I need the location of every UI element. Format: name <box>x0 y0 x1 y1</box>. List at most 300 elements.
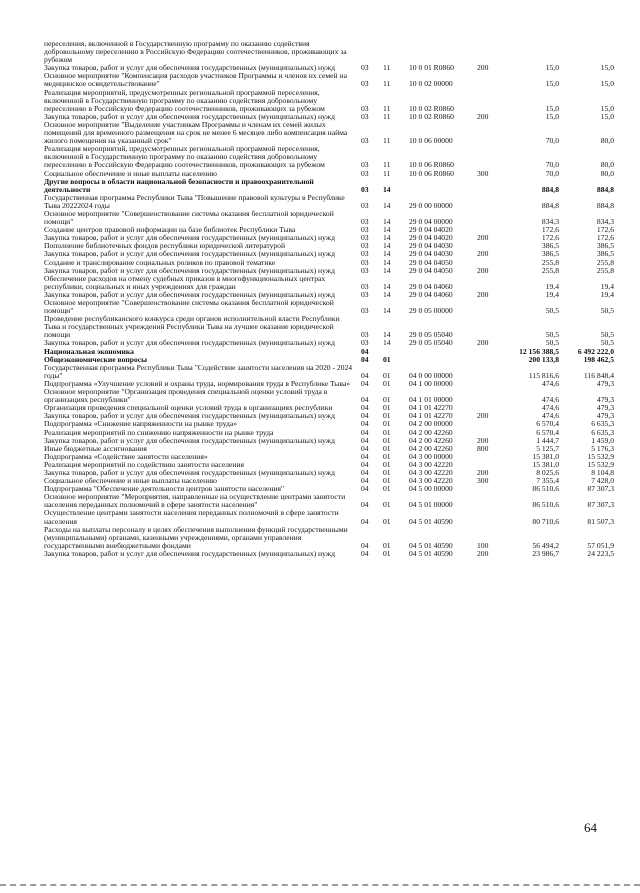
row-amount-second-year: 386,5 <box>596 249 614 259</box>
row-amount-second-year <box>561 40 616 64</box>
row-subsection-code: 01 <box>383 427 391 437</box>
row-subsection-code: 14 <box>383 225 391 235</box>
row-name: переселения, включенной в Государственную программу по оказанию содействия добровольному переселению в Российскую Федерацию соотечественников, проживающих за рубежом <box>44 39 347 65</box>
row-target-article-code: 29 0 04 04060 <box>409 289 453 299</box>
row-expense-type-code <box>475 40 506 64</box>
row-section-code: 04 <box>361 467 369 477</box>
row-amount-first-year: 474,6 <box>541 411 559 421</box>
row-amount-second-year: 6 492 222,0 <box>577 346 614 356</box>
row-amount-first-year: 80 710,6 <box>532 516 559 526</box>
row-section-code: 04 <box>361 354 369 364</box>
row-subsection-code: 11 <box>383 103 391 113</box>
row-expense-type-code <box>475 89 506 113</box>
row-expense-type-code: 200 <box>477 289 489 299</box>
row-amount-first-year: 56 494,2 <box>532 540 559 550</box>
row-expense-type-code: 800 <box>477 443 489 453</box>
row-target-article-code <box>407 356 475 364</box>
table-row <box>44 145 616 169</box>
row-subsection-code: 11 <box>383 160 391 170</box>
row-subsection-code: 14 <box>383 265 391 275</box>
row-section-code: 04 <box>361 484 369 494</box>
row-name: Организация проведения специальной оценки условий труда в организациях республики <box>44 403 333 413</box>
row-section-code: 04 <box>361 459 369 469</box>
table-row <box>44 275 616 291</box>
row-target-article-code: 04 2 00 00000 <box>409 419 453 429</box>
row-subsection-code: 14 <box>383 184 391 194</box>
row-amount-second-year: 6 635,3 <box>591 419 614 429</box>
row-amount-second-year: 172,6 <box>596 233 614 243</box>
row-section-code: 04 <box>361 370 369 380</box>
row-expense-type-code: 100 <box>477 540 489 550</box>
row-name: Закупка товаров, работ и услуг для обеспечения государственных (муниципальных) нужд <box>44 111 335 121</box>
row-amount-second-year: 6 635,3 <box>591 427 614 437</box>
row-subsection-code: 14 <box>383 217 391 227</box>
row-name: Реализация мероприятий, предусмотренных региональной программой переселения, включенной в Государственную программу по оказанию содействия добровольному переселению в Российскую Федерацию соотечественников, проживающих за рубежом <box>44 87 325 113</box>
row-amount-second-year: 80,0 <box>600 168 614 178</box>
row-target-article-code: 04 5 01 40590 <box>409 548 453 558</box>
row-subsection-code: 01 <box>383 419 391 429</box>
row-amount-first-year <box>506 40 561 64</box>
row-amount-second-year: 198 462,5 <box>583 354 614 364</box>
row-section-code: 03 <box>361 330 369 340</box>
row-subsection-code: 11 <box>383 136 391 146</box>
row-name: Закупка товаров, работ и услуг для обеспечения государственных (муниципальных) нужд <box>44 411 335 421</box>
row-subsection-code: 01 <box>383 411 391 421</box>
row-amount-first-year: 12 156 388,5 <box>519 346 559 356</box>
row-section-code: 03 <box>361 111 369 121</box>
row-amount-first-year: 8 025,6 <box>536 467 559 477</box>
row-section-code: 03 <box>361 168 369 178</box>
row-subsection-code: 14 <box>383 241 391 251</box>
row-target-article-code: 04 1 01 42270 <box>409 411 453 421</box>
row-target-article-code: 04 3 00 42220 <box>409 476 453 486</box>
row-amount-first-year: 200 133,8 <box>528 354 559 364</box>
row-amount-first-year: 6 570,4 <box>536 427 559 437</box>
row-name: Основное мероприятие "Выделение участникам Программы и членам их семей жилых помещений для временного размещения на срок не менее 6 месяцев либо компенсация найма жилого помещения на указанный срок" <box>44 119 348 146</box>
row-section-code: 04 <box>361 516 369 526</box>
row-expense-type-code <box>475 194 506 210</box>
row-name: Подпрограмма «Содействие занятости населения» <box>44 451 208 461</box>
row-target-article-code: 29 0 04 04060 <box>409 281 453 291</box>
row-section-code: 03 <box>361 281 369 291</box>
row-amount-second-year: 7 428,0 <box>591 476 614 486</box>
row-expense-type-code: 200 <box>477 411 489 421</box>
row-subsection-code: 14 <box>383 330 391 340</box>
row-target-article-code: 04 3 00 00000 <box>409 451 453 461</box>
row-expense-type-code: 200 <box>477 249 489 259</box>
row-amount-second-year: 479,3 <box>596 411 614 421</box>
row-target-article-code: 04 2 00 42260 <box>409 435 453 445</box>
row-name: Закупка товаров, работ и услуг для обеспечения государственных (муниципальных) нужд <box>44 63 335 73</box>
row-amount-first-year: 15 381,0 <box>532 451 559 461</box>
row-target-article-code: 04 5 00 00000 <box>409 484 453 494</box>
row-section-code: 03 <box>361 160 369 170</box>
row-amount-second-year: 1 459,0 <box>591 435 614 445</box>
row-section-code: 03 <box>361 136 369 146</box>
row-target-article-code: 29 0 00 00000 <box>409 200 453 210</box>
row-amount-second-year: 50,5 <box>600 306 614 316</box>
row-name: Закупка товаров, работ и услуг для обеспечения государственных (муниципальных) нужд <box>44 249 335 259</box>
row-name: Проведение республиканского конкурса среди органов исполнительной власти Республики Тыва и государственных учреждений Республики Тыва на лучшее оказание юридической помощи <box>44 314 340 340</box>
row-subsection-code <box>381 40 407 64</box>
row-subsection-code: 14 <box>383 306 391 316</box>
row-name: Подпрограмма «Улучшение условий и охраны труда, нормирования труда в Республике Тыва» <box>44 378 350 388</box>
row-target-article-code: 29 0 05 05040 <box>409 330 453 340</box>
row-expense-type-code <box>475 453 506 461</box>
row-section-code: 03 <box>361 63 369 73</box>
row-expense-type-code <box>475 485 506 493</box>
row-expense-type-code <box>475 493 506 509</box>
table-row <box>44 315 616 339</box>
row-amount-first-year: 70,0 <box>545 136 559 146</box>
row-name: Национальная экономика <box>44 346 134 356</box>
row-name: Реализация мероприятий, предусмотренных региональной программой переселения, включенной в Государственную программу по оказанию содействия добровольному переселению в Российскую Федерацию соотечественников, проживающих за рубежом <box>44 144 325 170</box>
row-section-code: 03 <box>361 249 369 259</box>
row-amount-second-year: 15,0 <box>600 103 614 113</box>
row-expense-type-code <box>475 364 506 380</box>
row-target-article-code: 10 0 06 00000 <box>409 136 453 146</box>
row-subsection-code: 01 <box>383 435 391 445</box>
row-expense-type-code <box>475 145 506 169</box>
table-row <box>44 509 616 525</box>
row-amount-second-year: 479,3 <box>596 378 614 388</box>
row-amount-first-year: 70,0 <box>545 168 559 178</box>
row-amount-first-year: 115 816,6 <box>528 370 559 380</box>
row-subsection-code: 11 <box>383 111 391 121</box>
row-expense-type-code <box>475 299 506 315</box>
row-section-code: 03 <box>361 265 369 275</box>
row-amount-first-year: 474,6 <box>541 403 559 413</box>
row-subsection-code: 14 <box>383 233 391 243</box>
row-subsection-code: 01 <box>383 484 391 494</box>
row-subsection-code: 14 <box>383 249 391 259</box>
row-name: Другие вопросы в области национальной безопасности и правоохранительной деятельности <box>44 176 314 194</box>
row-subsection-code: 01 <box>383 451 391 461</box>
row-target-article-code: 04 3 00 42220 <box>409 459 453 469</box>
row-amount-first-year: 19,4 <box>545 281 559 291</box>
row-target-article-code: 04 2 00 42260 <box>409 443 453 453</box>
row-section-code: 04 <box>361 346 369 356</box>
row-target-article-code: 04 1 00 00000 <box>409 378 453 388</box>
table-row <box>44 210 616 226</box>
table-row <box>44 550 616 558</box>
row-subsection-code: 01 <box>383 354 391 364</box>
row-subsection-code: 01 <box>383 459 391 469</box>
row-amount-second-year: 15,0 <box>600 111 614 121</box>
row-subsection-code: 11 <box>383 168 391 178</box>
row-amount-second-year: 8 104,8 <box>591 467 614 477</box>
row-expense-type-code <box>475 356 506 364</box>
row-section-code: 04 <box>361 403 369 413</box>
row-name: Основное мероприятие "Организация проведения специальной оценки условий труда в организациях республики" <box>44 387 328 405</box>
row-name: Пополнение библиотечных фондов республики юридической литературой <box>44 241 286 251</box>
row-amount-first-year: 474,6 <box>541 378 559 388</box>
row-target-article-code: 29 0 04 04050 <box>409 265 453 275</box>
row-amount-first-year: 70,0 <box>545 160 559 170</box>
row-subsection-code: 14 <box>383 338 391 348</box>
row-amount-second-year: 479,3 <box>596 395 614 405</box>
row-name: Создание и транслирование социальных роликов по правовой тематике <box>44 257 276 267</box>
row-amount-second-year: 834,3 <box>596 217 614 227</box>
row-amount-second-year: 57 051,9 <box>587 540 614 550</box>
row-amount-first-year: 15,0 <box>545 79 559 89</box>
page-number: 64 <box>584 820 597 835</box>
row-amount-first-year: 50,5 <box>545 330 559 340</box>
row-name: Создание центров правовой информации на базе библиотек Республики Тыва <box>44 225 296 235</box>
row-subsection-code: 01 <box>383 403 391 413</box>
row-section-code: 04 <box>361 419 369 429</box>
row-name: Основное мероприятие "Совершенствование системы оказания бесплатной юридической помощи" <box>44 298 334 316</box>
row-expense-type-code: 200 <box>477 233 489 243</box>
row-section-code: 04 <box>361 500 369 510</box>
budget-table-page <box>44 40 616 558</box>
row-amount-first-year: 884,8 <box>541 184 559 194</box>
row-section-code: 03 <box>361 289 369 299</box>
row-name: Основное мероприятие "Компенсация расходов участников Программы и членов их семей на медицинское освидетельствование" <box>44 71 347 89</box>
row-amount-first-year: 50,5 <box>545 306 559 316</box>
row-target-article-code: 29 0 04 04030 <box>409 241 453 251</box>
budget-table-body <box>44 40 616 558</box>
row-section-code: 04 <box>361 540 369 550</box>
budget-table <box>44 40 616 558</box>
row-target-article-code: 04 3 00 42220 <box>409 467 453 477</box>
row-expense-type-code: 200 <box>477 265 489 275</box>
row-subsection-code: 11 <box>383 79 391 89</box>
row-amount-first-year: 86 510,6 <box>532 500 559 510</box>
row-amount-first-year: 834,3 <box>541 217 559 227</box>
row-subsection-code: 01 <box>383 500 391 510</box>
row-section-code: 04 <box>361 443 369 453</box>
row-amount-second-year: 19,4 <box>600 289 614 299</box>
row-target-article-code: 10 0 02 00000 <box>409 79 453 89</box>
table-row <box>44 194 616 210</box>
row-amount-second-year: 81 507,3 <box>587 516 614 526</box>
row-amount-second-year: 386,5 <box>596 241 614 251</box>
row-name: Осуществление центрами занятости населения переданных полномочий в сфере занятости населения <box>44 508 339 526</box>
row-target-article-code <box>407 348 475 356</box>
row-amount-first-year: 5 125,7 <box>536 443 559 453</box>
row-section-code: 04 <box>361 395 369 405</box>
row-amount-first-year: 1 444,7 <box>536 435 559 445</box>
row-section-code: 04 <box>361 476 369 486</box>
row-target-article-code: 04 5 01 00000 <box>409 500 453 510</box>
table-row <box>44 40 616 64</box>
row-target-article-code: 10 0 06 R0860 <box>409 168 454 178</box>
row-amount-first-year: 15 381,0 <box>532 459 559 469</box>
row-amount-first-year: 386,5 <box>541 249 559 259</box>
row-section-code: 04 <box>361 435 369 445</box>
row-target-article-code: 10 0 06 R0860 <box>409 160 454 170</box>
row-expense-type-code <box>475 380 506 388</box>
row-amount-first-year: 86 510,6 <box>532 484 559 494</box>
row-amount-second-year: 15,0 <box>600 79 614 89</box>
row-target-article-code: 10 0 02 R0860 <box>409 103 454 113</box>
row-amount-second-year: 172,6 <box>596 225 614 235</box>
row-amount-first-year: 884,8 <box>541 200 559 210</box>
row-amount-second-year: 87 307,3 <box>587 484 614 494</box>
row-target-article-code: 29 0 04 04050 <box>409 257 453 267</box>
scan-edge-divider <box>0 884 640 886</box>
row-section-code: 04 <box>361 378 369 388</box>
row-name: Закупка товаров, работ и услуг для обеспечения государственных (муниципальных) нужд <box>44 435 335 445</box>
row-amount-first-year: 172,6 <box>541 233 559 243</box>
row-name: Подпрограмма "Обеспечение деятельности центров занятости населения" <box>44 484 285 494</box>
row-expense-type-code <box>475 72 506 88</box>
row-subsection-code: 11 <box>383 63 391 73</box>
row-amount-first-year: 474,6 <box>541 395 559 405</box>
table-row <box>44 493 616 509</box>
row-name: Социальное обеспечение и иные выплаты населению <box>44 476 217 486</box>
row-amount-first-year: 172,6 <box>541 225 559 235</box>
row-section-code: 03 <box>361 257 369 267</box>
row-name: Основное мероприятие "Мероприятия, направленные на осуществление центрами занятости населения переданных полномочий в сфере занятости населения" <box>44 492 346 510</box>
row-expense-type-code <box>475 420 506 428</box>
row-subsection-code: 14 <box>383 289 391 299</box>
row-target-article-code: 29 0 04 04020 <box>409 233 453 243</box>
row-subsection-code: 01 <box>383 467 391 477</box>
row-target-article-code <box>407 40 475 64</box>
row-section-code: 03 <box>361 200 369 210</box>
row-expense-type-code <box>475 178 506 194</box>
row-amount-second-year: 50,5 <box>600 330 614 340</box>
row-name: Подпрограмма «Снижение напряженности на рынке труда» <box>44 419 238 429</box>
table-row <box>44 364 616 380</box>
row-subsection-code: 01 <box>383 516 391 526</box>
row-amount-second-year: 87 307,3 <box>587 500 614 510</box>
row-target-article-code: 29 0 04 04030 <box>409 249 453 259</box>
row-amount-second-year: 15 532,9 <box>587 459 614 469</box>
row-subsection-code: 01 <box>383 370 391 380</box>
row-amount-first-year: 15,0 <box>545 103 559 113</box>
row-target-article-code: 04 5 01 40590 <box>409 516 453 526</box>
table-row <box>44 526 616 550</box>
table-row <box>44 299 616 315</box>
row-target-article-code: 29 0 05 05040 <box>409 338 453 348</box>
row-subsection-code: 14 <box>383 281 391 291</box>
row-expense-type-code <box>475 315 506 339</box>
row-subsection-code: 14 <box>383 257 391 267</box>
row-name: Реализация мероприятий по содействию занятости населения <box>44 459 245 469</box>
table-row <box>44 89 616 113</box>
table-row <box>44 121 616 145</box>
row-section-code: 03 <box>361 103 369 113</box>
row-name: Закупка товаров, работ и услуг для обеспечения государственных (муниципальных) нужд <box>44 338 335 348</box>
row-section-code <box>359 40 381 64</box>
row-name: Закупка товаров, работ и услуг для обеспечения государственных (муниципальных) нужд <box>44 265 335 275</box>
row-section-code: 04 <box>361 548 369 558</box>
row-section-code: 03 <box>361 306 369 316</box>
row-expense-type-code: 200 <box>477 548 489 558</box>
row-section-code: 03 <box>361 338 369 348</box>
row-target-article-code: 04 1 01 00000 <box>409 395 453 405</box>
row-amount-second-year: 80,0 <box>600 136 614 146</box>
row-name: Общеэкономические вопросы <box>44 354 148 364</box>
row-name: Закупка товаров, работ и услуг для обеспечения государственных (муниципальных) нужд <box>44 548 335 558</box>
row-name: Социальное обеспечение и иные выплаты населению <box>44 168 217 178</box>
row-target-article-code: 04 2 00 42260 <box>409 427 453 437</box>
row-expense-type-code <box>475 509 506 525</box>
row-target-article-code <box>407 178 475 194</box>
row-target-article-code: 29 0 04 04020 <box>409 225 453 235</box>
row-subsection-code: 01 <box>383 548 391 558</box>
row-target-article-code: 10 0 02 R0860 <box>409 111 454 121</box>
row-expense-type-code <box>475 348 506 356</box>
row-section-code: 04 <box>361 451 369 461</box>
row-expense-type-code <box>475 275 506 291</box>
row-amount-second-year: 15 532,9 <box>587 451 614 461</box>
row-expense-type-code: 300 <box>477 476 489 486</box>
row-name: Государственная программа Республики Тыва "Повышение правовой культуры в Республике Тыва 20222024 годы <box>44 192 345 210</box>
row-amount-second-year: 884,8 <box>596 200 614 210</box>
row-section-code: 03 <box>361 241 369 251</box>
row-amount-first-year: 255,8 <box>541 265 559 275</box>
row-amount-first-year: 23 986,7 <box>532 548 559 558</box>
row-amount-first-year: 6 570,4 <box>536 419 559 429</box>
row-name: Иные бюджетные ассигнования <box>44 443 147 453</box>
row-amount-second-year: 255,8 <box>596 257 614 267</box>
row-amount-first-year: 50,5 <box>545 338 559 348</box>
row-subsection-code: 01 <box>383 378 391 388</box>
row-amount-second-year: 19,4 <box>600 281 614 291</box>
row-section-code: 03 <box>361 217 369 227</box>
row-name: Закупка товаров, работ и услуг для обеспечения государственных (муниципальных) нужд <box>44 289 335 299</box>
row-amount-second-year: 80,0 <box>600 160 614 170</box>
row-name: Обеспечение расходов на отмену судебных приказов в многофункциональных центрах республики, социальных и иных учреждениях для граждан <box>44 273 326 291</box>
row-section-code: 03 <box>361 79 369 89</box>
row-amount-second-year: 15,0 <box>600 63 614 73</box>
row-name: Расходы на выплаты персоналу в целях обеспечения выполнения функций государственными (муниципальными) органами, казенными учреждениями, органами управления государственными внебюджетными фондами <box>44 524 348 550</box>
table-row <box>44 178 616 194</box>
row-subsection-code: 01 <box>383 395 391 405</box>
row-amount-second-year: 50,5 <box>600 338 614 348</box>
row-expense-type-code: 200 <box>477 338 489 348</box>
row-amount-first-year: 255,8 <box>541 257 559 267</box>
row-section-code: 04 <box>361 411 369 421</box>
row-target-article-code: 04 1 01 42270 <box>409 403 453 413</box>
row-target-article-code: 10 0 01 R0860 <box>409 63 454 73</box>
row-subsection-code: 14 <box>383 200 391 210</box>
row-name: Государственная программа Республики Тыва "Содействие занятости населения на 2020 - 2024 годы" <box>44 362 353 380</box>
table-row <box>44 388 616 404</box>
row-target-article-code: 04 0 00 00000 <box>409 370 453 380</box>
row-amount-second-year: 884,8 <box>596 184 614 194</box>
row-expense-type-code <box>475 121 506 145</box>
row-expense-type-code: 300 <box>477 168 489 178</box>
row-amount-first-year: 15,0 <box>545 111 559 121</box>
row-expense-type-code <box>475 210 506 226</box>
row-section-code: 03 <box>361 233 369 243</box>
row-name: Реализация мероприятий по снижению напряженности на рынке труда <box>44 427 274 437</box>
row-section-code: 03 <box>361 225 369 235</box>
row-name: Основное мероприятие "Совершенствование системы оказания бесплатной юридической помощи" <box>44 208 334 227</box>
row-amount-second-year: 255,8 <box>596 265 614 275</box>
row-section-code: 04 <box>361 427 369 437</box>
row-name: Закупка товаров, работ и услуг для обеспечения государственных (муниципальных) нужд <box>44 233 335 243</box>
row-subsection-code: 01 <box>383 540 391 550</box>
row-expense-type-code: 200 <box>477 111 489 121</box>
row-amount-second-year: 5 176,3 <box>591 443 614 453</box>
row-amount-first-year: 19,4 <box>545 289 559 299</box>
row-amount-second-year: 116 848,4 <box>583 370 614 380</box>
row-subsection-code: 01 <box>383 443 391 453</box>
row-amount-second-year: 479,3 <box>596 403 614 413</box>
row-amount-first-year: 15,0 <box>545 63 559 73</box>
row-expense-type-code: 200 <box>477 467 489 477</box>
row-amount-second-year: 24 223,5 <box>587 548 614 558</box>
row-section-code: 03 <box>361 184 369 194</box>
table-row <box>44 72 616 88</box>
row-target-article-code: 29 0 05 00000 <box>409 306 453 316</box>
